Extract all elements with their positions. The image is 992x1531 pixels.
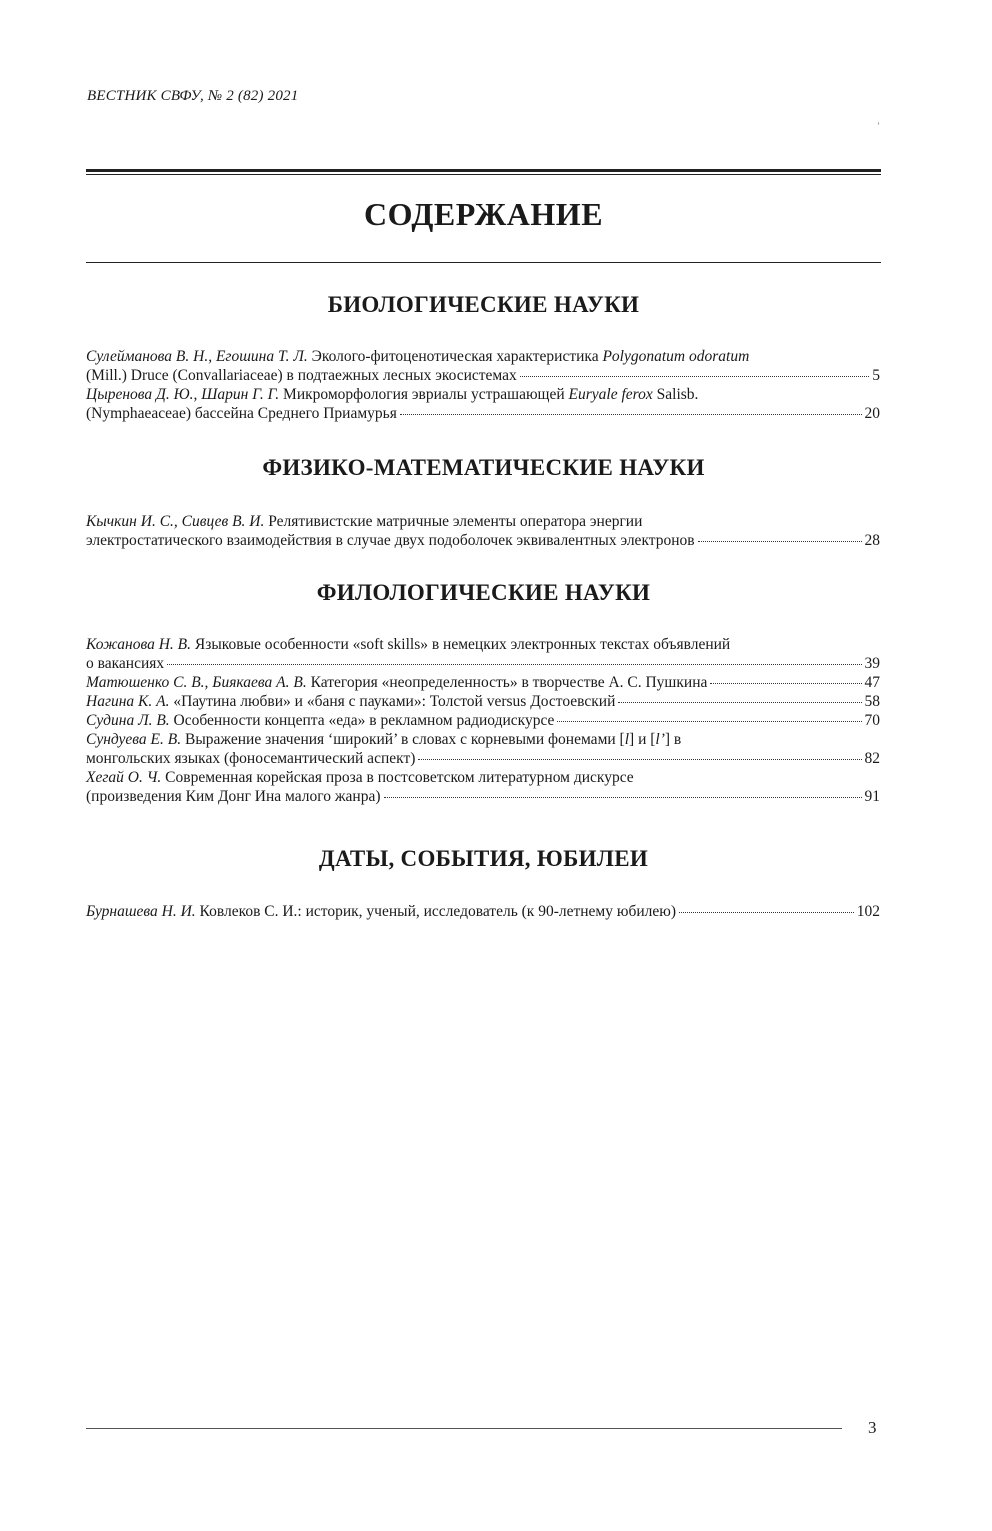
- entry-title-italic: l’: [655, 731, 665, 748]
- leader-dots: [384, 797, 862, 798]
- toc-entry[interactable]: [86, 692, 880, 711]
- leader-dots: [167, 664, 861, 665]
- section-entries-physmath: [86, 512, 880, 550]
- entry-title: Эколого-фитоценотическая характеристика: [307, 348, 603, 365]
- footer-rule: [86, 1428, 842, 1429]
- leader-dots: [418, 759, 861, 760]
- entry-page: 82: [864, 750, 880, 767]
- toc-entry[interactable]: [86, 635, 880, 673]
- entry-title: Ковлеков С. И.: историк, ученый, исследователь (к 90-летнему юбилею): [195, 903, 676, 920]
- entry-title-italic: Polygonatum odoratum: [602, 348, 750, 365]
- entry-title-cont: (Nymphaeaceae) бассейна Среднего Приамурья: [86, 405, 397, 422]
- toc-entry[interactable]: [86, 673, 880, 692]
- entry-page: 39: [864, 655, 880, 672]
- entry-title-cont: монгольских языках (фоносемантический аспект): [86, 750, 416, 767]
- section-entries-biology: [86, 347, 880, 423]
- entry-title: Современная корейская проза в постсоветском литературном дискурсе: [161, 769, 634, 786]
- entry-title-italic: Euryale ferox: [568, 386, 653, 403]
- entry-title: Salisb.: [652, 386, 699, 403]
- section-heading-biology: БИОЛОГИЧЕСКИЕ НАУКИ: [327, 292, 640, 317]
- entry-authors: Кычкин И. С., Сивцев В. И.: [86, 513, 265, 530]
- leader-dots: [557, 721, 861, 722]
- toc-entry[interactable]: [86, 730, 880, 768]
- toc-entry[interactable]: [86, 512, 880, 550]
- section-entries-dates: [86, 902, 880, 921]
- section-heading-philology: ФИЛОЛОГИЧЕСКИЕ НАУКИ: [316, 580, 651, 605]
- entry-page: 70: [864, 712, 880, 729]
- entry-title-cont: (Mill.) Druce (Convallariaceae) в подтаежных лесных экосистемах: [86, 367, 517, 384]
- entry-page: 47: [864, 674, 880, 691]
- scan-mark: ʼ: [877, 121, 880, 131]
- entry-title: Категория «неопределенность» в творчестве А. С. Пушкина: [306, 674, 708, 691]
- toc-entry[interactable]: [86, 768, 880, 806]
- entry-authors: Цыренова Д. Ю., Шарин Г. Г.: [86, 386, 280, 403]
- entry-title: ] и [: [629, 731, 656, 748]
- section-entries-philology: [86, 635, 880, 806]
- entry-title-cont: о вакансиях: [86, 655, 165, 672]
- entry-page: 5: [872, 367, 880, 384]
- top-double-rule: [86, 169, 881, 175]
- entry-title: Релятивистские матричные элементы оператора энергии: [264, 513, 643, 530]
- toc-entry[interactable]: [86, 902, 880, 921]
- entry-title: «Паутина любви» и «баня с пауками»: Толстой versus Достоевский: [169, 693, 616, 710]
- entry-authors: Судина Л. В.: [86, 712, 170, 729]
- entry-authors: Нагина К. А.: [86, 693, 170, 710]
- entry-authors: Сундуева Е. В.: [86, 731, 182, 748]
- entry-title: Выражение значения ‘широкий’ в словах с корневыми фонемами [: [181, 731, 625, 748]
- page-number: 3: [868, 1418, 877, 1437]
- entry-authors: Матюшенко С. В., Биякаева А. В.: [86, 674, 307, 691]
- section-heading-dates: ДАТЫ, СОБЫТИЯ, ЮБИЛЕИ: [318, 846, 649, 871]
- entry-title: Особенности концепта «еда» в рекламном радиодискурсе: [169, 712, 555, 729]
- entry-page: 91: [864, 788, 880, 805]
- entry-title-cont: (произведения Ким Донг Ина малого жанра): [86, 788, 381, 805]
- entry-page: 28: [864, 532, 880, 549]
- entry-authors: Сулейманова В. Н., Егошина Т. Л.: [86, 348, 308, 365]
- toc-entry[interactable]: [86, 711, 880, 730]
- entry-title: Микроморфология эвриалы устрашающей: [279, 386, 569, 403]
- title-rule: [86, 262, 881, 263]
- leader-dots: [520, 376, 869, 377]
- toc-entry[interactable]: [86, 347, 880, 385]
- entry-title-italic: l: [624, 731, 630, 748]
- entry-authors: Хегай О. Ч.: [86, 769, 162, 786]
- entry-page: 102: [856, 903, 880, 920]
- section-heading-physmath: ФИЗИКО-МАТЕМАТИЧЕСКИЕ НАУКИ: [262, 455, 705, 480]
- entry-title-cont: электростатического взаимодействия в случае двух подоболочек эквивалентных электронов: [86, 532, 695, 549]
- leader-dots: [618, 702, 861, 703]
- toc-entry[interactable]: [86, 385, 880, 423]
- entry-title: ] в: [664, 731, 682, 748]
- entry-page: 20: [864, 405, 880, 422]
- leader-dots: [710, 683, 861, 684]
- leader-dots: [698, 541, 862, 542]
- entry-title: Языковые особенности «soft skills» в немецких электронных текстах объявлений: [191, 636, 731, 653]
- entry-authors: Кожанова Н. В.: [86, 636, 192, 653]
- leader-dots: [400, 414, 862, 415]
- running-head: ВЕСТНИК СВФУ, № 2 (82) 2021: [87, 88, 299, 104]
- entry-authors: Бурнашева Н. И.: [86, 903, 196, 920]
- page-title: СОДЕРЖАНИЕ: [363, 196, 604, 232]
- entry-page: 58: [864, 693, 880, 710]
- leader-dots: [679, 912, 854, 913]
